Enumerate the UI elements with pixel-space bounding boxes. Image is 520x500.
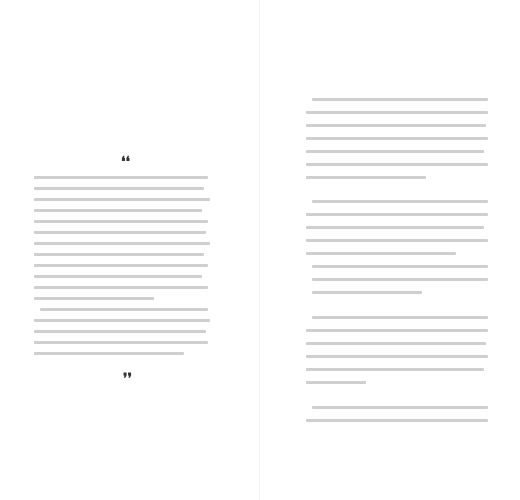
text-line-placeholder (306, 137, 488, 140)
text-line-placeholder (34, 264, 208, 267)
right-page (260, 0, 520, 500)
text-line-placeholder (306, 368, 484, 371)
text-line-placeholder (306, 163, 488, 166)
text-line-placeholder (306, 419, 488, 422)
text-line-placeholder (312, 98, 488, 101)
text-line-placeholder (306, 213, 488, 216)
text-line-placeholder (312, 316, 488, 319)
text-line-placeholder (34, 231, 206, 234)
text-line-placeholder (306, 252, 456, 255)
text-line-placeholder (306, 342, 486, 345)
text-line-placeholder (34, 341, 208, 344)
text-line-placeholder (34, 176, 208, 179)
text-line-placeholder (306, 150, 484, 153)
text-line-placeholder (312, 200, 488, 203)
text-line-placeholder (306, 176, 426, 179)
text-line-placeholder (306, 239, 488, 242)
text-line-placeholder (34, 286, 208, 289)
text-line-placeholder (34, 297, 154, 300)
text-line-placeholder (306, 355, 488, 358)
text-line-placeholder (34, 220, 208, 223)
text-line-placeholder (34, 209, 202, 212)
closing-quote-mark: ❜❜ (123, 371, 133, 387)
text-line-placeholder (34, 352, 184, 355)
text-line-placeholder (34, 275, 202, 278)
text-line-placeholder (34, 253, 204, 256)
text-line-placeholder (40, 308, 208, 311)
text-line-placeholder (306, 329, 488, 332)
text-line-placeholder (34, 198, 210, 201)
text-line-placeholder (306, 111, 488, 114)
text-line-placeholder (312, 278, 488, 281)
text-line-placeholder (306, 381, 366, 384)
text-line-placeholder (312, 291, 422, 294)
text-line-placeholder (34, 330, 206, 333)
opening-quote-mark: ❛❛ (121, 154, 131, 170)
text-line-placeholder (312, 406, 488, 409)
text-line-placeholder (306, 226, 484, 229)
text-line-placeholder (34, 242, 210, 245)
text-line-placeholder (312, 265, 488, 268)
text-line-placeholder (306, 124, 486, 127)
text-line-placeholder (34, 187, 204, 190)
text-line-placeholder (34, 319, 210, 322)
